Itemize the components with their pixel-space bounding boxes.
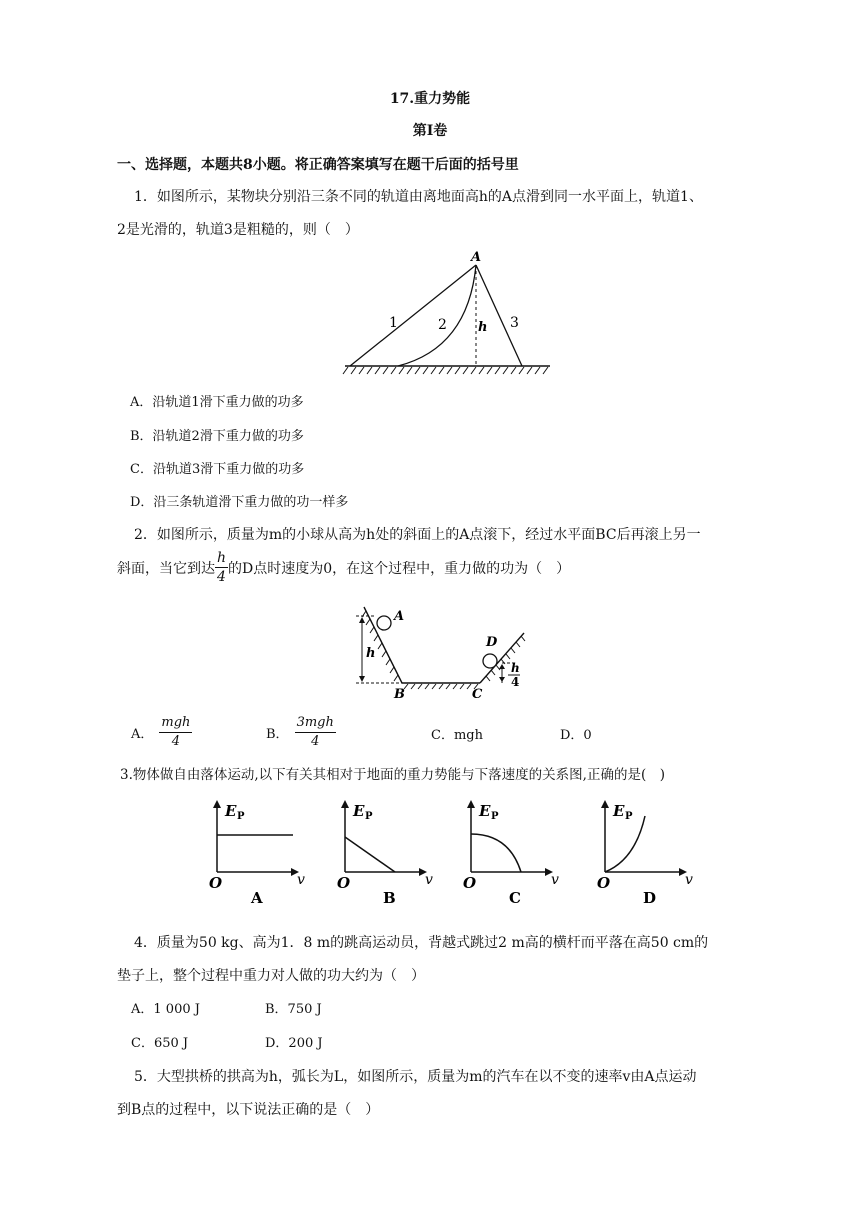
svg-text:P: P — [625, 811, 633, 822]
point-c-label: C — [472, 687, 483, 701]
svg-text:P: P — [491, 811, 499, 822]
q2-option-a[interactable] — [131, 714, 192, 751]
option-a-fraction — [159, 714, 192, 751]
track-1 — [350, 265, 476, 366]
svg-text:v: v — [297, 872, 305, 888]
frac-denominator: 4 — [311, 734, 320, 749]
h4-numerator: h — [511, 661, 520, 675]
option-label: B． — [266, 727, 289, 742]
q1-text-line2: 2是光滑的，轨道3是粗糙的，则（ ） — [117, 222, 359, 238]
ball-a — [377, 616, 391, 630]
q1-option-a[interactable]: A．沿轨道1滑下重力做的功多 — [130, 395, 304, 410]
svg-text:O: O — [463, 874, 477, 892]
q4-option-c[interactable]: C．650 J — [131, 1036, 189, 1051]
track-3-label: 3 — [510, 315, 519, 331]
q1-option-b[interactable]: B．沿轨道2滑下重力做的功多 — [130, 429, 304, 444]
q2-slope-figure — [352, 603, 537, 701]
track-1-label: 1 — [389, 315, 398, 331]
document-title: 17.重力势能 — [389, 91, 471, 107]
track-2 — [398, 265, 476, 366]
frac-numerator: h — [217, 550, 227, 566]
q2-option-d[interactable]: D．0 — [560, 728, 592, 743]
y-label: E — [479, 802, 491, 820]
svg-text:P: P — [365, 811, 373, 822]
option-label: A． — [131, 727, 154, 742]
q1-option-c[interactable]: C．沿轨道3滑下重力做的功多 — [130, 462, 305, 477]
y-label: E — [613, 802, 625, 820]
point-a-label: A — [471, 250, 482, 265]
q1-text-line1: 1．如图所示，某物块分别沿三条不同的轨道由离地面高h的A点滑到同一水平面上，轨道1、 — [134, 189, 703, 205]
q2-line2-prefix: 斜面，当它到达 — [117, 560, 215, 577]
q4-option-a[interactable]: A．1 000 J — [131, 1002, 200, 1017]
point-b-label: B — [394, 687, 405, 701]
height-h-label: h — [366, 646, 376, 661]
graph-d-label: D — [643, 889, 657, 907]
q4-text-line1: 4．质量为50 kg、高为1．8 m的跳高运动员，背越式跳过2 m高的横杆而平落在高50 cm的 — [134, 935, 709, 951]
section-heading: 一、选择题，本题共8小题。将正确答案填写在题干后面的括号里 — [117, 157, 519, 173]
h4-denominator: 4 — [511, 675, 520, 689]
graph-d — [597, 800, 693, 907]
ball-d — [483, 654, 497, 668]
graph-c — [463, 800, 559, 907]
q4-option-d[interactable]: D．200 J — [265, 1036, 323, 1051]
frac-denominator: 4 — [217, 569, 226, 585]
q2-text-line1: 2．如图所示，质量为m的小球从高为h处的斜面上的A点滚下，经过水平面BC后再滚上另一 — [134, 527, 701, 543]
q2-line2-suffix: 的D点时速度为0，在这个过程中，重力做的功为（ ） — [228, 560, 571, 577]
q1-track-figure — [340, 248, 555, 376]
graph-a-label: A — [251, 889, 263, 907]
graph-b-label: B — [383, 889, 396, 907]
q2-text-line2 — [117, 549, 570, 586]
svg-text:P: P — [237, 811, 245, 822]
point-d-label: D — [486, 635, 498, 650]
graph-b — [337, 800, 433, 907]
q5-text-line1: 5．大型拱桥的拱高为h，弧长为L，如图所示，质量为m的汽车在以不变的速率v由A点运动 — [134, 1069, 697, 1085]
q1-option-d[interactable]: D．沿三条轨道滑下重力做的功一样多 — [130, 495, 349, 510]
graph-c-label: C — [509, 889, 521, 907]
q3-text-line1: 3.物体做自由落体运动,以下有关其相对于地面的重力势能与下落速度的关系图,正确的是( ) — [120, 767, 665, 783]
point-a-label: A — [394, 609, 405, 624]
svg-text:O: O — [597, 874, 611, 892]
section-subtitle: 第Ⅰ卷 — [412, 123, 448, 139]
q3-graphs — [205, 796, 695, 908]
track-2-label: 2 — [438, 317, 447, 333]
y-label: E — [225, 802, 237, 820]
frac-numerator: 3mgh — [295, 714, 336, 733]
q4-text-line2: 垫子上，整个过程中重力对人做的功大约为（ ） — [117, 968, 425, 984]
frac-numerator: mgh — [159, 714, 192, 733]
q4-option-b[interactable]: B．750 J — [265, 1002, 322, 1017]
frac-denominator: 4 — [171, 734, 181, 749]
y-label: E — [353, 802, 365, 820]
svg-text:v: v — [425, 872, 433, 888]
q2-option-c[interactable]: C．mgh — [431, 728, 483, 743]
ground-hatch — [343, 366, 550, 374]
graph-a — [209, 800, 305, 907]
q2-option-b[interactable] — [266, 714, 336, 751]
height-label: h — [478, 320, 488, 335]
option-b-fraction — [295, 714, 336, 751]
q2-fraction-h-over-4 — [215, 549, 228, 586]
svg-text:O: O — [337, 874, 351, 892]
svg-text:O: O — [209, 874, 223, 892]
svg-text:v: v — [685, 872, 693, 888]
q5-text-line2: 到B点的过程中，以下说法正确的是（ ） — [117, 1102, 380, 1118]
svg-text:v: v — [551, 872, 559, 888]
